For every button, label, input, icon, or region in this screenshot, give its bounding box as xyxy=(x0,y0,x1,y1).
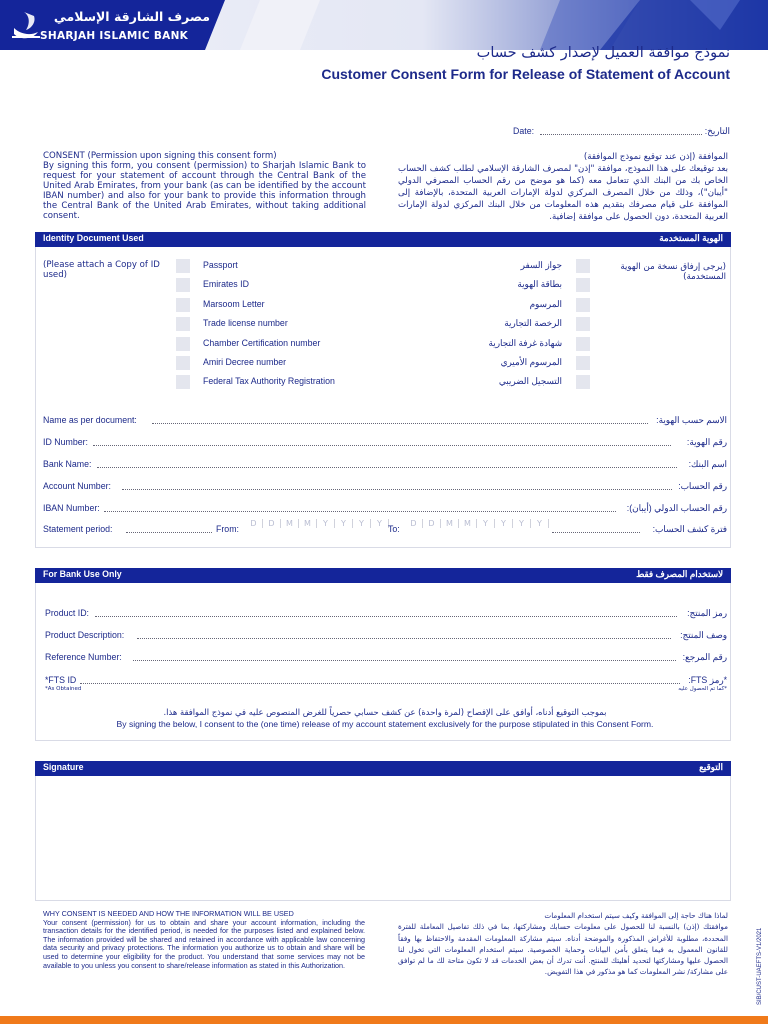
from-date-input[interactable] xyxy=(245,519,389,531)
passport-checkbox-arabic[interactable] xyxy=(576,259,590,273)
form-title-arabic: نموذج موافقة العميل لإصدار كشف حساب xyxy=(476,45,730,61)
signature-bar-english: Signature xyxy=(43,762,84,772)
date-cell: D xyxy=(245,519,263,528)
tax-registration-checkbox-arabic[interactable] xyxy=(576,375,590,389)
why-consent-english xyxy=(43,910,365,970)
date-cell: Y xyxy=(495,519,513,528)
iban-label: IBAN Number: xyxy=(43,503,100,513)
doc-label: Marsoom Letter xyxy=(203,299,265,309)
footer-bar xyxy=(0,1016,768,1024)
trade-license-checkbox-arabic[interactable] xyxy=(576,317,590,331)
doc-label-arabic: الرخصة التجارية xyxy=(504,318,562,328)
bank-use-section-header xyxy=(35,568,731,583)
date-cell: Y xyxy=(371,519,389,528)
bank-name-label: Bank Name: xyxy=(43,459,92,469)
product-description-field[interactable] xyxy=(137,630,671,639)
doc-label-arabic: المرسوم xyxy=(529,299,562,309)
id-number-field[interactable] xyxy=(93,437,671,446)
to-date-input[interactable] xyxy=(405,519,549,531)
consent-english xyxy=(43,151,366,221)
doc-label: Emirates ID xyxy=(203,279,249,289)
date-cell: Y xyxy=(477,519,495,528)
doc-row-trade-license xyxy=(0,317,768,331)
attach-note-arabic: (يرجى إرفاق نسخة من الهوية المستخدمة) xyxy=(620,262,726,282)
identity-section-header xyxy=(35,232,731,247)
consent-english-body: By signing this form, you consent (permission) to Sharjah Islamic Bank to request for your statement of account through the Central Bank of the United Arab Emirates, from your bank (as can be identified by the account IBAN number) and also for your bank to provide this information through the Central Bank of the United Arab Emirates, without taking additional consent. xyxy=(43,161,366,221)
reference-number-field[interactable] xyxy=(133,652,676,661)
date-cell: Y xyxy=(335,519,353,528)
product-description-label: Product Description: xyxy=(45,630,125,640)
reference-number-label: Reference Number: xyxy=(45,652,122,662)
doc-row-tax-registration xyxy=(0,375,768,389)
doc-label: Federal Tax Authority Registration xyxy=(203,376,335,386)
logo-arabic-text: مصرف الشارقة الإسلامي xyxy=(53,9,210,24)
doc-row-amiri-decree xyxy=(0,356,768,370)
doc-label: Trade license number xyxy=(203,318,288,328)
date-cell: Y xyxy=(513,519,531,528)
consent-arabic-body: بعد توقيعك على هذا النموذج، موافقة "إذن" لمصرف الشارقة الإسلامي لطلب كشف الحساب الخاص بك من البنك الذي تتعامل معه (كما هو موضح من رقم الحساب المصرفي الدولي "أيبان")، وذلك من خلال المصرف المركزي لدولة الإمارات العربية المتحدة، بالإضافة إلى الموافقة على قيام مصرفك بتقديم هذه المعلومات من خلال البنك المركزي لدولة الإمارات العربية المتحدة، دون الحصول على موافقة إضافية. xyxy=(398,164,728,222)
date-cell: M xyxy=(441,519,459,528)
header-background xyxy=(0,0,768,50)
fts-id-label-arabic: *رمز FTS: xyxy=(688,675,727,685)
doc-row-emirates-id xyxy=(0,278,768,292)
statement-period-label: Statement period: xyxy=(43,524,113,534)
bank-name-field[interactable] xyxy=(97,459,677,468)
why-consent-heading: WHY CONSENT IS NEEDED AND HOW THE INFORMATION WILL BE USED xyxy=(43,909,294,918)
id-number-label-arabic: رقم الهوية: xyxy=(686,437,727,447)
date-cell: M xyxy=(281,519,299,528)
amiri-decree-checkbox-arabic[interactable] xyxy=(576,356,590,370)
name-field[interactable] xyxy=(152,415,648,424)
fts-id-label: *FTS ID xyxy=(45,675,77,685)
date-label: Date: xyxy=(513,126,535,136)
name-label: Name as per document: xyxy=(43,415,137,425)
iban-field[interactable] xyxy=(104,503,616,512)
signature-box[interactable] xyxy=(35,776,731,901)
form-code: SIB/CUST-UAEFTS-V1/2021 xyxy=(757,927,763,1005)
release-consent-english: By signing the below, I consent to the (one time) release of my account statement exclusively for the purpose stipulated in this Consent Form. xyxy=(116,719,654,729)
doc-row-marsoom xyxy=(0,298,768,312)
product-description-label-arabic: وصف المنتج: xyxy=(680,630,727,640)
date-label-arabic: التاريخ: xyxy=(704,126,730,136)
date-cell: Y xyxy=(317,519,335,528)
iban-label-arabic: رقم الحساب الدولي (أيبان): xyxy=(626,503,727,513)
doc-label: Amiri Decree number xyxy=(203,357,287,367)
date-cell: D xyxy=(423,519,441,528)
amiri-decree-checkbox[interactable] xyxy=(176,356,190,370)
id-number-label: ID Number: xyxy=(43,437,88,447)
account-number-field[interactable] xyxy=(122,481,672,490)
emirates-id-checkbox[interactable] xyxy=(176,278,190,292)
form-title-english: Customer Consent Form for Release of Statement of Account xyxy=(321,66,730,82)
statement-period-field[interactable] xyxy=(126,524,212,533)
doc-row-passport xyxy=(0,259,768,273)
date-cell: Y xyxy=(353,519,371,528)
identity-bar-english: Identity Document Used xyxy=(43,233,144,243)
reference-number-label-arabic: رقم المرجع: xyxy=(682,652,727,662)
why-consent-heading-arabic: لماذا هناك حاجة إلى الموافقة وكيف سيتم استخدام المعلومات xyxy=(544,911,728,920)
consent-english-heading: CONSENT (Permission upon signing this consent form) xyxy=(43,151,277,161)
why-consent-arabic xyxy=(398,910,728,978)
date-cell: Y xyxy=(531,519,549,528)
why-consent-body-arabic: موافقتك (إذن) بالنسبة لنا للحصول على معلومات حسابك ومشاركتها، بما في ذلك تفاصيل المعاملة للفترة المحددة، مطلوبة للأغراض المذكورة والموضحة أدناه. سيتم مشاركة المعلومات المقدمة والاحتفاظ بها وفقاً للقانون المعمول به فيما يتعلق بأمن البيانات وحماية الخصوصية. سيتم استخدام المعلومات التي تخول لنا الحصول عليها ومشاركتها لتحديد أهليتك للمنتج. أنت تدرك أن بعض الخدمات قد لا تكون متاحة لك ما لم توافق على مشاركة/ نشر المعلومات كما هو مذكور في هذا التفويض. xyxy=(398,922,728,977)
statement-period-field-arabic[interactable] xyxy=(552,524,640,533)
trade-license-checkbox[interactable] xyxy=(176,317,190,331)
consent-arabic-heading: الموافقة (إذن عند توقيع نموذج الموافقة) xyxy=(583,152,728,162)
header-banner xyxy=(0,0,768,50)
emirates-id-checkbox-arabic[interactable] xyxy=(576,278,590,292)
signature-bar-arabic: التوقيع xyxy=(699,762,723,772)
fts-note-arabic: *كما تم الحصول عليه xyxy=(678,686,727,692)
chamber-checkbox[interactable] xyxy=(176,337,190,351)
marsoom-checkbox-arabic[interactable] xyxy=(576,298,590,312)
consent-arabic xyxy=(398,151,728,223)
date-cell: M xyxy=(299,519,317,528)
from-label: From: xyxy=(216,524,239,534)
logo-english-text: SHARJAH ISLAMIC BANK xyxy=(40,30,189,42)
passport-checkbox[interactable] xyxy=(176,259,190,273)
doc-label: Passport xyxy=(203,260,238,270)
account-number-label-arabic: رقم الحساب: xyxy=(678,481,727,491)
doc-label-arabic: التسجيل الضريبي xyxy=(498,376,562,386)
doc-label: Chamber Certification number xyxy=(203,338,321,348)
date-cell: M xyxy=(459,519,477,528)
doc-label-arabic: المرسوم الأميري xyxy=(500,357,562,367)
identity-bar-arabic: الهوية المستخدمة xyxy=(659,233,723,243)
chamber-checkbox-arabic[interactable] xyxy=(576,337,590,351)
bank-use-section-box xyxy=(35,583,731,741)
product-id-field[interactable] xyxy=(95,608,677,617)
signature-section-header xyxy=(35,761,731,776)
fts-id-field[interactable] xyxy=(80,675,680,684)
marsoom-checkbox[interactable] xyxy=(176,298,190,312)
product-id-label-arabic: رمز المنتج: xyxy=(687,608,727,618)
name-label-arabic: الاسم حسب الهوية: xyxy=(656,415,727,425)
bank-use-bar-english: For Bank Use Only xyxy=(43,569,122,579)
doc-row-chamber xyxy=(0,337,768,351)
statement-period-label-arabic: فترة كشف الحساب: xyxy=(652,524,727,534)
why-consent-body: Your consent (permission) for us to obtain and share your account information, including the transaction details for the identified period, is needed for the purposes listed and explained below. The information provided will be shared and retained in accordance with applicable law concerning data security and privacy protections. The information you authorize us to obtain and share will be used to determine your eligibility for the product. You understand that some services may not be available to you unless you consent to share/release information as stated in this Authorization. xyxy=(43,917,365,970)
date-cell: D xyxy=(405,519,423,528)
to-label: To: xyxy=(388,524,400,534)
date-field[interactable] xyxy=(540,126,702,135)
bank-name-label-arabic: اسم البنك: xyxy=(688,459,727,469)
account-number-label: Account Number: xyxy=(43,481,111,491)
doc-label-arabic: جواز السفر xyxy=(520,260,562,270)
fts-note-english: *As Obtained xyxy=(45,686,82,692)
attach-note-english: (Please attach a Copy of ID used) xyxy=(43,260,160,280)
tax-registration-checkbox[interactable] xyxy=(176,375,190,389)
release-consent-arabic: بموجب التوقيع أدناه، أوافق على الإفصاح (لمرة واحدة) عن كشف حسابي حصرياً للغرض المنصوص عليه في نموذج الموافقة هذا. xyxy=(163,707,607,717)
bank-use-bar-arabic: لاستخدام المصرف فقط xyxy=(636,569,723,579)
doc-label-arabic: بطاقة الهوية xyxy=(517,279,562,289)
date-cell: D xyxy=(263,519,281,528)
product-id-label: Product ID: xyxy=(45,608,90,618)
doc-label-arabic: شهادة غرفة التجارية xyxy=(488,338,562,348)
